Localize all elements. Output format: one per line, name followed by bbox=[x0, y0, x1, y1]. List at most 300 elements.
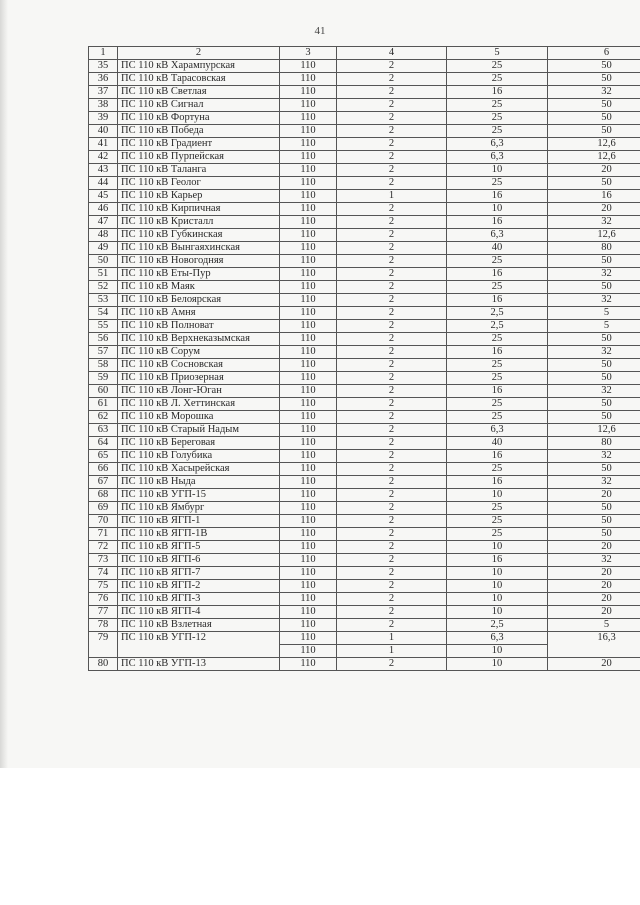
voltage-kv: 110 bbox=[280, 502, 337, 515]
voltage-kv: 110 bbox=[280, 86, 337, 99]
substation-name: ПС 110 кВ ЯГП-6 bbox=[118, 554, 280, 567]
transformer-count: 2 bbox=[337, 567, 447, 580]
voltage-kv: 110 bbox=[280, 450, 337, 463]
transformer-count: 2 bbox=[337, 164, 447, 177]
voltage-kv: 110 bbox=[280, 73, 337, 86]
total-power: 50 bbox=[548, 463, 640, 476]
voltage-kv: 110 bbox=[280, 242, 337, 255]
row-number: 75 bbox=[89, 580, 118, 593]
unit-power: 16 bbox=[447, 190, 548, 203]
voltage-kv: 110 bbox=[280, 567, 337, 580]
voltage-kv: 110 bbox=[280, 411, 337, 424]
page-number: 41 bbox=[314, 25, 326, 37]
substation-name: ПС 110 кВ Сорум bbox=[118, 346, 280, 359]
voltage-kv: 110 bbox=[280, 515, 337, 528]
row-number: 49 bbox=[89, 242, 118, 255]
total-power: 80 bbox=[548, 242, 640, 255]
transformer-count: 2 bbox=[337, 151, 447, 164]
row-number: 60 bbox=[89, 385, 118, 398]
transformer-count: 2 bbox=[337, 463, 447, 476]
total-power: 50 bbox=[548, 255, 640, 268]
total-power: 32 bbox=[548, 294, 640, 307]
unit-power: 16 bbox=[447, 476, 548, 489]
unit-power: 6,3 bbox=[447, 151, 548, 164]
total-power: 50 bbox=[548, 398, 640, 411]
table-row bbox=[89, 658, 640, 671]
voltage-kv: 110 bbox=[280, 463, 337, 476]
header-cell-1: 1 bbox=[89, 47, 118, 60]
transformer-count: 2 bbox=[337, 385, 447, 398]
unit-power: 25 bbox=[447, 502, 548, 515]
total-power: 80 bbox=[548, 437, 640, 450]
substation-name: ПС 110 кВ Приозерная bbox=[118, 372, 280, 385]
voltage-kv: 110 bbox=[280, 125, 337, 138]
row-number: 66 bbox=[89, 463, 118, 476]
total-power: 16 bbox=[548, 190, 640, 203]
table-row bbox=[89, 437, 640, 450]
transformer-count: 2 bbox=[337, 619, 447, 632]
substation-name: ПС 110 кВ Сигнал bbox=[118, 99, 280, 112]
row-number: 35 bbox=[89, 60, 118, 73]
transformer-count: 2 bbox=[337, 333, 447, 346]
unit-power: 16 bbox=[447, 450, 548, 463]
voltage-kv: 110 bbox=[280, 216, 337, 229]
table-row bbox=[89, 255, 640, 268]
row-number: 67 bbox=[89, 476, 118, 489]
voltage-kv: 110 bbox=[280, 151, 337, 164]
total-power: 50 bbox=[548, 515, 640, 528]
row-number: 55 bbox=[89, 320, 118, 333]
unit-power: 25 bbox=[447, 255, 548, 268]
voltage-kv: 110 bbox=[280, 359, 337, 372]
substation-name: ПС 110 кВ УГП-15 bbox=[118, 489, 280, 502]
voltage-kv: 110 bbox=[280, 658, 337, 671]
row-number: 38 bbox=[89, 99, 118, 112]
transformer-count: 2 bbox=[337, 112, 447, 125]
substation-name: ПС 110 кВ Победа bbox=[118, 125, 280, 138]
table-row bbox=[89, 190, 640, 203]
table-row bbox=[89, 359, 640, 372]
row-number: 56 bbox=[89, 333, 118, 346]
transformer-count: 1 bbox=[337, 632, 447, 645]
total-power: 32 bbox=[548, 268, 640, 281]
unit-power: 25 bbox=[447, 177, 548, 190]
unit-power: 25 bbox=[447, 515, 548, 528]
voltage-kv: 110 bbox=[280, 489, 337, 502]
table-row bbox=[89, 268, 640, 281]
total-power: 32 bbox=[548, 554, 640, 567]
substation-name: ПС 110 кВ Еты-Пур bbox=[118, 268, 280, 281]
total-power: 20 bbox=[548, 203, 640, 216]
total-power: 5 bbox=[548, 307, 640, 320]
substation-name: ПС 110 кВ Взлетная bbox=[118, 619, 280, 632]
row-number: 69 bbox=[89, 502, 118, 515]
substation-name: ПС 110 кВ ЯГП-7 bbox=[118, 567, 280, 580]
row-number: 57 bbox=[89, 346, 118, 359]
unit-power: 25 bbox=[447, 359, 548, 372]
table-row bbox=[89, 554, 640, 567]
substation-name: ПС 110 кВ Маяк bbox=[118, 281, 280, 294]
row-number: 77 bbox=[89, 606, 118, 619]
table-row bbox=[89, 619, 640, 632]
transformer-count: 2 bbox=[337, 398, 447, 411]
row-number: 58 bbox=[89, 359, 118, 372]
row-number: 72 bbox=[89, 541, 118, 554]
substation-name: ПС 110 кВ Градиент bbox=[118, 138, 280, 151]
total-power: 12,6 bbox=[548, 229, 640, 242]
unit-power: 16 bbox=[447, 86, 548, 99]
transformer-count: 2 bbox=[337, 73, 447, 86]
total-power: 20 bbox=[548, 567, 640, 580]
total-power: 50 bbox=[548, 73, 640, 86]
substation-name: ПС 110 кВ Кристалл bbox=[118, 216, 280, 229]
voltage-kv: 110 bbox=[280, 281, 337, 294]
voltage-kv: 110 bbox=[280, 437, 337, 450]
substation-name: ПС 110 кВ Таланга bbox=[118, 164, 280, 177]
unit-power: 16 bbox=[447, 554, 548, 567]
voltage-kv: 110 bbox=[280, 229, 337, 242]
header-row bbox=[89, 47, 640, 60]
transformer-count: 2 bbox=[337, 372, 447, 385]
row-number: 65 bbox=[89, 450, 118, 463]
total-power: 12,6 bbox=[548, 151, 640, 164]
voltage-kv: 110 bbox=[280, 424, 337, 437]
unit-power: 25 bbox=[447, 411, 548, 424]
row-number: 74 bbox=[89, 567, 118, 580]
total-power: 32 bbox=[548, 216, 640, 229]
transformer-count: 2 bbox=[337, 580, 447, 593]
unit-power: 16 bbox=[447, 216, 548, 229]
unit-power: 16 bbox=[447, 294, 548, 307]
substation-name: ПС 110 кВ Светлая bbox=[118, 86, 280, 99]
table-row bbox=[89, 229, 640, 242]
table-row bbox=[89, 502, 640, 515]
substation-name: ПС 110 кВ Амня bbox=[118, 307, 280, 320]
row-number: 61 bbox=[89, 398, 118, 411]
row-number: 68 bbox=[89, 489, 118, 502]
table-row bbox=[89, 60, 640, 73]
substation-name: ПС 110 кВ Вынгаяхинская bbox=[118, 242, 280, 255]
unit-power: 16 bbox=[447, 268, 548, 281]
total-power: 50 bbox=[548, 359, 640, 372]
substation-name: ПС 110 кВ Морошка bbox=[118, 411, 280, 424]
unit-power: 25 bbox=[447, 528, 548, 541]
substation-name: ПС 110 кВ Береговая bbox=[118, 437, 280, 450]
row-number: 80 bbox=[89, 658, 118, 671]
substation-name: ПС 110 кВ ЯГП-4 bbox=[118, 606, 280, 619]
substation-name: ПС 110 кВ ЯГП-1В bbox=[118, 528, 280, 541]
transformer-count: 2 bbox=[337, 411, 447, 424]
total-power: 20 bbox=[548, 489, 640, 502]
voltage-kv: 110 bbox=[280, 333, 337, 346]
unit-power: 25 bbox=[447, 372, 548, 385]
unit-power: 10 bbox=[447, 606, 548, 619]
transformer-count: 2 bbox=[337, 346, 447, 359]
transformer-count: 2 bbox=[337, 268, 447, 281]
substation-name: ПС 110 кВ Кирпичная bbox=[118, 203, 280, 216]
substation-name: ПС 110 кВ ЯГП-1 bbox=[118, 515, 280, 528]
substation-name: ПС 110 кВ ЯГП-3 bbox=[118, 593, 280, 606]
table-row bbox=[89, 177, 640, 190]
table-row bbox=[89, 424, 640, 437]
table-row bbox=[89, 489, 640, 502]
table-row bbox=[89, 450, 640, 463]
total-power: 50 bbox=[548, 333, 640, 346]
unit-power: 25 bbox=[447, 281, 548, 294]
voltage-kv: 110 bbox=[280, 307, 337, 320]
total-power: 50 bbox=[548, 502, 640, 515]
unit-power: 10 bbox=[447, 567, 548, 580]
row-number: 52 bbox=[89, 281, 118, 294]
row-number: 48 bbox=[89, 229, 118, 242]
table-row bbox=[89, 86, 640, 99]
voltage-kv: 110 bbox=[280, 268, 337, 281]
table-row bbox=[89, 125, 640, 138]
voltage-kv: 110 bbox=[280, 346, 337, 359]
voltage-kv: 110 bbox=[280, 398, 337, 411]
substation-name: ПС 110 кВ Сосновская bbox=[118, 359, 280, 372]
table-row bbox=[89, 385, 640, 398]
transformer-count: 2 bbox=[337, 138, 447, 151]
unit-power: 25 bbox=[447, 99, 548, 112]
table-row bbox=[89, 398, 640, 411]
total-power: 12,6 bbox=[548, 138, 640, 151]
row-number: 78 bbox=[89, 619, 118, 632]
substation-name: ПС 110 кВ Лонг-Юган bbox=[118, 385, 280, 398]
transformer-count: 2 bbox=[337, 99, 447, 112]
row-number: 46 bbox=[89, 203, 118, 216]
total-power: 20 bbox=[548, 541, 640, 554]
table-body bbox=[89, 47, 640, 671]
unit-power: 40 bbox=[447, 242, 548, 255]
total-power: 20 bbox=[548, 164, 640, 177]
total-power: 20 bbox=[548, 658, 640, 671]
row-number: 76 bbox=[89, 593, 118, 606]
unit-power: 16 bbox=[447, 346, 548, 359]
row-number: 63 bbox=[89, 424, 118, 437]
substation-name: ПС 110 кВ УГП-13 bbox=[118, 658, 280, 671]
substation-name: ПС 110 кВ УГП-12 bbox=[118, 632, 280, 658]
voltage-kv: 110 bbox=[280, 593, 337, 606]
transformer-count: 2 bbox=[337, 606, 447, 619]
voltage-kv: 110 bbox=[280, 528, 337, 541]
voltage-kv: 110 bbox=[280, 190, 337, 203]
table-row bbox=[89, 307, 640, 320]
table-row bbox=[89, 346, 640, 359]
total-power: 20 bbox=[548, 580, 640, 593]
row-number: 43 bbox=[89, 164, 118, 177]
substation-name: ПС 110 кВ Верхнеказымская bbox=[118, 333, 280, 346]
substation-name: ПС 110 кВ Старый Надым bbox=[118, 424, 280, 437]
header-cell-3: 3 bbox=[280, 47, 337, 60]
table-row bbox=[89, 138, 640, 151]
row-number: 64 bbox=[89, 437, 118, 450]
table-row bbox=[89, 528, 640, 541]
transformer-count: 2 bbox=[337, 255, 447, 268]
voltage-kv: 110 bbox=[280, 177, 337, 190]
unit-power: 10 bbox=[447, 658, 548, 671]
row-number: 44 bbox=[89, 177, 118, 190]
transformer-count: 2 bbox=[337, 307, 447, 320]
transformer-count: 2 bbox=[337, 554, 447, 567]
unit-power: 25 bbox=[447, 60, 548, 73]
substation-name: ПС 110 кВ Л. Хеттинская bbox=[118, 398, 280, 411]
transformer-count: 2 bbox=[337, 60, 447, 73]
voltage-kv: 110 bbox=[280, 294, 337, 307]
transformer-count: 2 bbox=[337, 86, 447, 99]
voltage-kv: 110 bbox=[280, 164, 337, 177]
table-row bbox=[89, 606, 640, 619]
total-power: 5 bbox=[548, 320, 640, 333]
row-number: 36 bbox=[89, 73, 118, 86]
row-number: 62 bbox=[89, 411, 118, 424]
voltage-kv: 110 bbox=[280, 60, 337, 73]
voltage-kv: 110 bbox=[280, 619, 337, 632]
transformer-count: 2 bbox=[337, 294, 447, 307]
row-number: 42 bbox=[89, 151, 118, 164]
table-row bbox=[89, 281, 640, 294]
table-row bbox=[89, 632, 640, 645]
table-row bbox=[89, 164, 640, 177]
table-row bbox=[89, 567, 640, 580]
unit-power: 16 bbox=[447, 385, 548, 398]
table-row bbox=[89, 515, 640, 528]
row-number: 51 bbox=[89, 268, 118, 281]
substation-name: ПС 110 кВ Губкинская bbox=[118, 229, 280, 242]
transformer-count: 2 bbox=[337, 320, 447, 333]
row-number: 53 bbox=[89, 294, 118, 307]
transformer-count: 2 bbox=[337, 593, 447, 606]
table-row bbox=[89, 99, 640, 112]
total-power: 32 bbox=[548, 86, 640, 99]
substation-table bbox=[88, 46, 640, 671]
table-row bbox=[89, 203, 640, 216]
substation-name: ПС 110 кВ Хасырейская bbox=[118, 463, 280, 476]
transformer-count: 2 bbox=[337, 502, 447, 515]
row-number: 59 bbox=[89, 372, 118, 385]
table-row bbox=[89, 112, 640, 125]
unit-power: 10 bbox=[447, 164, 548, 177]
table-row bbox=[89, 242, 640, 255]
voltage-kv: 110 bbox=[280, 372, 337, 385]
voltage-kv: 110 bbox=[280, 580, 337, 593]
substation-name: ПС 110 кВ Ямбург bbox=[118, 502, 280, 515]
transformer-count: 2 bbox=[337, 450, 447, 463]
unit-power: 10 bbox=[447, 203, 548, 216]
substation-name: ПС 110 кВ Пурпейская bbox=[118, 151, 280, 164]
header-cell-6: 6 bbox=[548, 47, 640, 60]
unit-power: 2,5 bbox=[447, 619, 548, 632]
unit-power: 10 bbox=[447, 645, 548, 658]
voltage-kv: 110 bbox=[280, 138, 337, 151]
row-number: 39 bbox=[89, 112, 118, 125]
total-power: 50 bbox=[548, 177, 640, 190]
transformer-count: 2 bbox=[337, 359, 447, 372]
table-row bbox=[89, 320, 640, 333]
voltage-kv: 110 bbox=[280, 554, 337, 567]
transformer-count: 2 bbox=[337, 437, 447, 450]
substation-name: ПС 110 кВ Тарасовская bbox=[118, 73, 280, 86]
unit-power: 10 bbox=[447, 580, 548, 593]
substation-name: ПС 110 кВ Фортуна bbox=[118, 112, 280, 125]
unit-power: 25 bbox=[447, 333, 548, 346]
table-row bbox=[89, 333, 640, 346]
table-row bbox=[89, 593, 640, 606]
voltage-kv: 110 bbox=[280, 606, 337, 619]
unit-power: 6,3 bbox=[447, 424, 548, 437]
transformer-count: 2 bbox=[337, 424, 447, 437]
table-row bbox=[89, 541, 640, 554]
substation-name: ПС 110 кВ Карьер bbox=[118, 190, 280, 203]
table-row bbox=[89, 216, 640, 229]
transformer-count: 2 bbox=[337, 242, 447, 255]
unit-power: 6,3 bbox=[447, 229, 548, 242]
header-cell-4: 4 bbox=[337, 47, 447, 60]
transformer-count: 1 bbox=[337, 190, 447, 203]
table-row bbox=[89, 476, 640, 489]
row-number: 41 bbox=[89, 138, 118, 151]
total-power: 5 bbox=[548, 619, 640, 632]
total-power: 50 bbox=[548, 528, 640, 541]
transformer-count: 2 bbox=[337, 515, 447, 528]
voltage-kv: 110 bbox=[280, 632, 337, 645]
unit-power: 10 bbox=[447, 541, 548, 554]
table-row bbox=[89, 580, 640, 593]
total-power: 32 bbox=[548, 450, 640, 463]
substation-name: ПС 110 кВ Геолог bbox=[118, 177, 280, 190]
unit-power: 6,3 bbox=[447, 632, 548, 645]
row-number: 73 bbox=[89, 554, 118, 567]
substation-name: ПС 110 кВ ЯГП-5 bbox=[118, 541, 280, 554]
unit-power: 25 bbox=[447, 112, 548, 125]
unit-power: 25 bbox=[447, 73, 548, 86]
total-power: 32 bbox=[548, 346, 640, 359]
unit-power: 25 bbox=[447, 398, 548, 411]
table-row bbox=[89, 411, 640, 424]
substation-name: ПС 110 кВ Новогодняя bbox=[118, 255, 280, 268]
voltage-kv: 110 bbox=[280, 385, 337, 398]
transformer-count: 2 bbox=[337, 281, 447, 294]
total-power: 50 bbox=[548, 99, 640, 112]
voltage-kv: 110 bbox=[280, 255, 337, 268]
transformer-count: 2 bbox=[337, 125, 447, 138]
total-power: 16,3 bbox=[548, 632, 640, 658]
row-number: 45 bbox=[89, 190, 118, 203]
unit-power: 40 bbox=[447, 437, 548, 450]
unit-power: 6,3 bbox=[447, 138, 548, 151]
transformer-count: 2 bbox=[337, 528, 447, 541]
transformer-count: 1 bbox=[337, 645, 447, 658]
table-row bbox=[89, 463, 640, 476]
voltage-kv: 110 bbox=[280, 99, 337, 112]
row-number: 70 bbox=[89, 515, 118, 528]
total-power: 20 bbox=[548, 606, 640, 619]
unit-power: 10 bbox=[447, 593, 548, 606]
total-power: 50 bbox=[548, 411, 640, 424]
total-power: 32 bbox=[548, 385, 640, 398]
row-number: 40 bbox=[89, 125, 118, 138]
total-power: 50 bbox=[548, 125, 640, 138]
unit-power: 10 bbox=[447, 489, 548, 502]
row-number: 50 bbox=[89, 255, 118, 268]
voltage-kv: 110 bbox=[280, 476, 337, 489]
transformer-count: 2 bbox=[337, 229, 447, 242]
substation-name: ПС 110 кВ ЯГП-2 bbox=[118, 580, 280, 593]
row-number: 47 bbox=[89, 216, 118, 229]
header-cell-5: 5 bbox=[447, 47, 548, 60]
row-number: 54 bbox=[89, 307, 118, 320]
transformer-count: 2 bbox=[337, 658, 447, 671]
